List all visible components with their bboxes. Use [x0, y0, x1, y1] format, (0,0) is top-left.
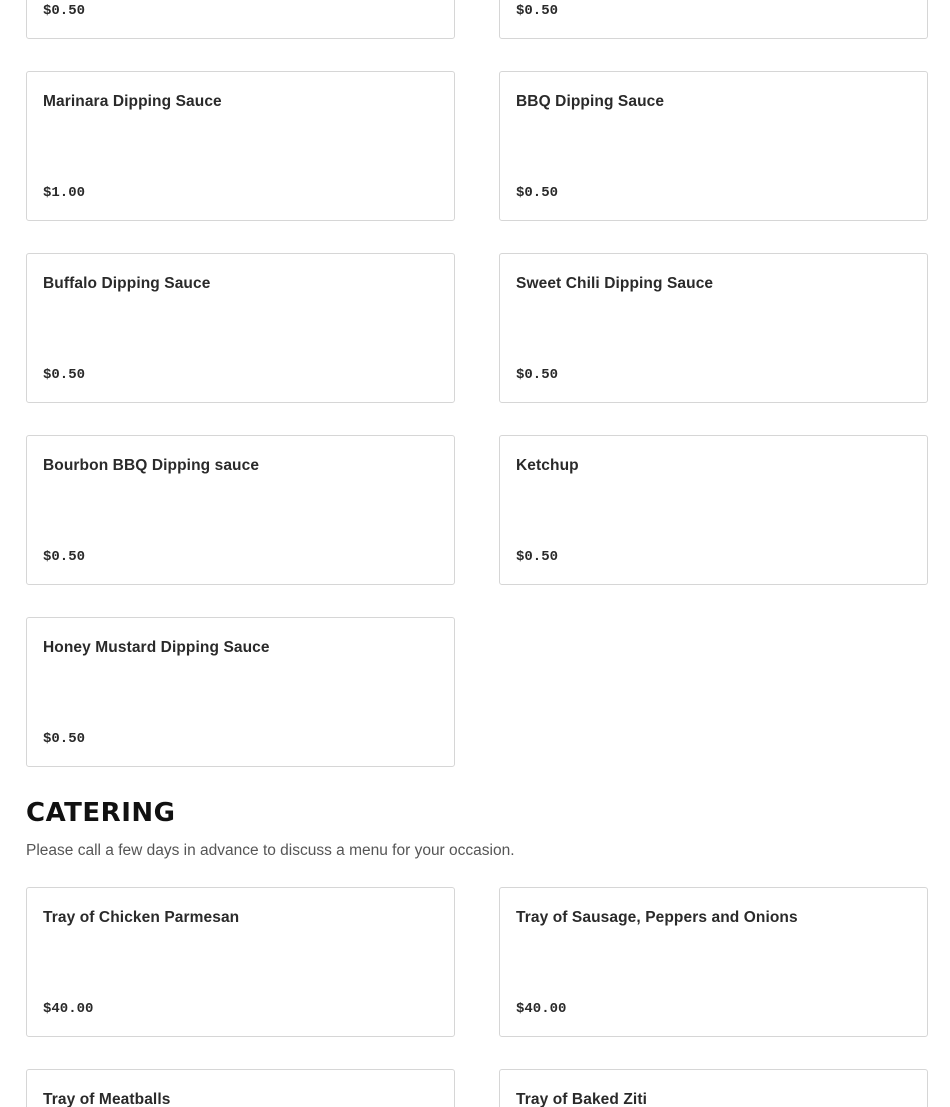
item-name: Tray of Sausage, Peppers and Onions	[516, 909, 798, 926]
item-price: $0.50	[43, 367, 86, 383]
section-title-catering: CATERING	[26, 798, 176, 828]
item-name: Ketchup	[516, 457, 579, 474]
item-price: $0.50	[43, 549, 86, 565]
item-price: $1.00	[43, 185, 86, 201]
menu-item-card[interactable]	[499, 1069, 928, 1107]
item-name: Bourbon BBQ Dipping sauce	[43, 457, 260, 474]
menu-item-card[interactable]	[499, 71, 928, 221]
item-price: $0.50	[516, 3, 559, 19]
item-name: Marinara Dipping Sauce	[43, 93, 222, 110]
menu-item-card[interactable]	[26, 617, 455, 767]
menu-item-card[interactable]	[26, 1069, 455, 1107]
menu-item-card[interactable]	[26, 0, 455, 39]
menu-item-card[interactable]	[26, 435, 455, 585]
item-price: $0.50	[43, 731, 86, 747]
item-price: $0.50	[516, 367, 559, 383]
item-name: Buffalo Dipping Sauce	[43, 275, 211, 292]
item-name: Honey Mustard Dipping Sauce	[43, 639, 270, 656]
item-name: Tray of Meatballs	[43, 1091, 171, 1107]
menu-item-card[interactable]	[499, 0, 928, 39]
item-price: $0.50	[516, 549, 559, 565]
section-description: Please call a few days in advance to discuss a menu for your occasion.	[26, 842, 515, 859]
menu-item-card[interactable]	[26, 253, 455, 403]
menu-item-card[interactable]	[499, 435, 928, 585]
menu-item-card[interactable]	[499, 887, 928, 1037]
item-price: $0.50	[516, 185, 559, 201]
item-name: BBQ Dipping Sauce	[516, 93, 665, 110]
item-name: Tray of Baked Ziti	[516, 1091, 647, 1107]
menu-item-card[interactable]	[499, 253, 928, 403]
menu-item-card[interactable]	[26, 71, 455, 221]
item-name: Tray of Chicken Parmesan	[43, 909, 240, 926]
menu-item-card[interactable]	[26, 887, 455, 1037]
item-price: $40.00	[43, 1001, 94, 1017]
item-price: $0.50	[43, 3, 86, 19]
item-name: Sweet Chili Dipping Sauce	[516, 275, 714, 292]
item-price: $40.00	[516, 1001, 567, 1017]
